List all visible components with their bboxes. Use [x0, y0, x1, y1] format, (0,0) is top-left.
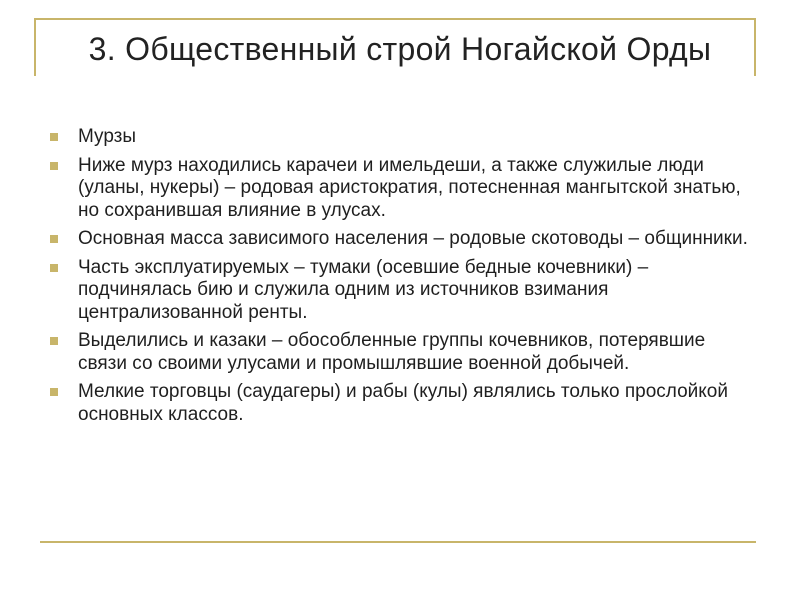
bullet-text: Часть эксплуатируемых – тумаки (осевшие бедные кочевники) – подчинялась бию и служила одним из источников взимания централизованной ренты.: [78, 256, 649, 323]
bullet-item: [50, 155, 750, 223]
square-bullet-icon: [50, 388, 58, 396]
bullet-text: Мурзы: [78, 126, 137, 147]
slide-title: 3. Общественный строй Ногайской Орды: [88, 31, 712, 67]
square-bullet-icon: [50, 235, 58, 243]
bullet-list: [50, 126, 750, 432]
bullet-item: [50, 381, 750, 426]
bullet-text: Ниже мурз находились карачеи и имельдеши, а также служилые люди (уланы, нукеры) – родовая аристократия, потесненная мангытской знатью, но сохранившая влияние в улусах.: [78, 154, 741, 221]
bullet-item: [50, 257, 750, 325]
square-bullet-icon: [50, 337, 58, 345]
bullet-text: Выделились и казаки – обособленные группы кочевников, потерявшие связи со своими улусами и промышлявшие военной добычей.: [78, 330, 706, 374]
frame-left-line: [34, 18, 36, 76]
bullet-item: [50, 126, 750, 149]
bullet-text: Основная масса зависимого населения – родовые скотоводы – общинники.: [78, 228, 748, 249]
bullet-text: Мелкие торговцы (саудагеры) и рабы (кулы) являлись только прослойкой основных классов.: [78, 381, 728, 425]
square-bullet-icon: [50, 162, 58, 170]
bullet-item: [50, 228, 750, 251]
bullet-item: [50, 330, 750, 375]
square-bullet-icon: [50, 264, 58, 272]
frame-bottom-line: [40, 541, 756, 543]
frame-top-line: [34, 18, 756, 20]
square-bullet-icon: [50, 133, 58, 141]
